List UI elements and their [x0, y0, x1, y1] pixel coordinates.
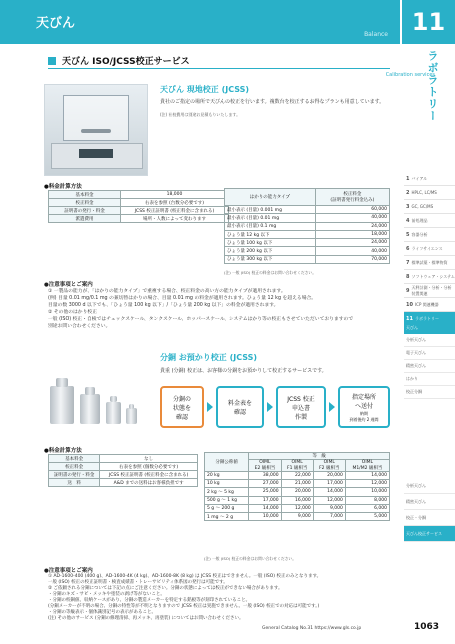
chapter-index-item — [404, 298, 455, 312]
grade-price: 14,000 — [313, 488, 345, 496]
row-value: JCSS 校正証明書 (校正料金に含まれる) — [100, 471, 198, 479]
weight-medium-knob — [85, 387, 95, 395]
grade-price: 5,000 — [345, 512, 389, 520]
grade-price: 20,000 — [313, 472, 345, 480]
price-col-fee: 校正料金 (証明書発行料金込み) — [315, 189, 389, 206]
table-row — [205, 472, 390, 480]
price-type: 最小表示 (目量) 0.01 mg — [225, 214, 316, 222]
price-table — [224, 188, 390, 264]
price-value: 40,000 — [315, 247, 389, 255]
price-type: ひょう量 100 kg 以下 — [225, 239, 316, 247]
grade-price: 16,000 — [281, 496, 313, 504]
note-line: (分銅メーカーが不明の場合、分銅の特性等が不明となりますので JCSS 校正は実施できません。一般 (ISO) 校正での対応は可能です。) — [48, 604, 320, 610]
sub-index-item: 電子天びん — [404, 347, 455, 360]
chapter-index-item — [404, 172, 455, 186]
chapter-index-number: 5 — [406, 231, 410, 238]
chapter-index-item — [404, 256, 455, 270]
grade-price: 6,000 — [345, 504, 389, 512]
grade-nominal: 2 kg ～ 5 kg — [205, 488, 249, 496]
weight-small-knob — [110, 396, 117, 402]
price-type: 最小表示 (目量) 0.1 mg — [225, 222, 316, 230]
grade-price: 9,000 — [313, 504, 345, 512]
price-type: 最小表示 (目量) 0.001 mg — [225, 206, 316, 214]
row-value: JCSS 校正証明書 (校正料金に含まれる) — [121, 207, 229, 215]
chapter-index-label: 容器分析 — [411, 231, 428, 237]
note-line: ・分銅の校銅値、収納ケースがあり、分銅の製造メーカーを特定する銘板等が刻印されていること。 — [48, 598, 251, 604]
table-row — [225, 206, 390, 214]
grade-group: 等 級 — [249, 453, 390, 460]
section-rule — [48, 68, 390, 69]
sub-index-2-item: 校正・分銅 — [404, 510, 455, 526]
onsite-subtitle: 天びん 現地校正 (JCSS) — [160, 85, 250, 94]
footer-catalog: General Catalog No.31 https://www.gls.co.jp — [262, 626, 362, 631]
flow-step-application: JCSS 校正 申込書 作製 — [276, 386, 326, 428]
basic2-table — [48, 454, 198, 487]
sub-index-2-item: 天びん校正サービス — [404, 526, 455, 542]
calibration-label: Calibration services — [385, 72, 435, 78]
onsite-text: 貴社のご指定の場所で天びんの校正を行います。複数台を校正するお得なプランも用意しています。 — [160, 99, 385, 105]
table-row — [49, 471, 198, 479]
page-number: 1063 — [414, 622, 440, 632]
page-header — [0, 0, 400, 44]
notes1-heading: ●注意事項とご案内 — [44, 282, 93, 288]
weight-small — [106, 402, 121, 424]
grade-col-head: OIML M1/M2 級相当 — [345, 460, 389, 472]
note-line: 目量の数 3000 d 以下でも、「ひょう量 100 kg 以下」/「ひょう量 200 kg 以下」の料金が適用されます。 — [48, 302, 279, 308]
note-line: ② ご依頼される分銅については下記の点にご注意ください。分銅の状態によっては校正ができない場合があります。 — [48, 586, 283, 592]
chapter-sidetab — [402, 0, 455, 644]
sub-index-head: 天びん — [404, 322, 455, 334]
grade-nominal: 500 g ～ 1 kg — [205, 496, 249, 504]
chapter-index-item — [404, 242, 455, 256]
weight-medium — [80, 394, 100, 424]
chapter-vertical-title: ラボラトリー — [426, 50, 439, 122]
table-row — [205, 480, 390, 488]
weight-subtitle: 分銅 お預かり校正 (JCSS) — [160, 353, 258, 362]
grade-note: (注) 一般 (ISO) 校正の料金はお問い合わせください。 — [204, 556, 297, 561]
sub-index-2-item: 分析天びん — [404, 478, 455, 494]
price-value: 18,000 — [315, 230, 389, 238]
table-row — [225, 247, 390, 255]
grade-price: 7,000 — [313, 512, 345, 520]
chapter-index-number: 2 — [406, 189, 410, 196]
row-value: 右表を参照 (個数分必要です) — [100, 463, 198, 471]
grade-price: 38,000 — [249, 472, 281, 480]
row-value: 右表を参照 (台数分必要です) — [121, 199, 229, 207]
table-row — [49, 199, 229, 207]
row-value: 18,000 — [121, 191, 229, 199]
chapter-index-item — [404, 200, 455, 214]
grade-price: 12,000 — [345, 480, 389, 488]
table-row — [49, 455, 198, 463]
grade-price: 22,000 — [281, 472, 313, 480]
table-row — [49, 191, 229, 199]
chapter-index-number: 1 — [406, 175, 410, 182]
row-key: 校正料金 — [49, 199, 121, 207]
note-line: ① 一製品の能力が、「はかりの能力タイプ」で重複する場合、校正料金の高い方の能力タイプが適用されます。 — [48, 289, 286, 294]
chapter-index-number: 7 — [406, 259, 410, 266]
chapter-index-label: 標準試薬・標準物質 — [411, 259, 448, 265]
grade-price: 20,000 — [281, 488, 313, 496]
table-row — [205, 488, 390, 496]
sub-index-item: はかり — [404, 373, 455, 386]
header-category: Balance — [364, 31, 388, 38]
chapter-index-number: 6 — [406, 245, 410, 252]
weight-xsmall-knob — [129, 404, 134, 409]
section-title-text: 天びん ISO/JCSS校正サービス — [62, 57, 190, 67]
grade-table — [204, 452, 390, 521]
grade-price: 14,000 — [249, 504, 281, 512]
basic1-heading: ●料金計算方法 — [44, 184, 82, 190]
price-value: 60,000 — [315, 206, 389, 214]
price-value: 40,000 — [315, 214, 389, 222]
flow-step-send — [338, 386, 390, 428]
table-row — [225, 255, 390, 263]
note-line: ① AD-1600-400 (400 g)、AD-1600-4K (4 kg)、AD-1600-8K (8 kg) は JCSS 校正はできません。一般 (ISO) 校正のみとなります。 — [48, 574, 322, 579]
balance-display — [79, 149, 113, 158]
row-key: 基本料金 — [49, 191, 121, 199]
chapter-index-item — [404, 228, 455, 242]
chapter-index — [404, 172, 455, 326]
grade-price: 12,000 — [313, 496, 345, 504]
price-type: ひょう量 12 kg 以下 — [225, 230, 316, 238]
basic1-table — [48, 190, 229, 223]
grade-price: 17,000 — [249, 496, 281, 504]
flow-arrow-icon — [267, 402, 273, 412]
sub-index-item: 分析天びん — [404, 334, 455, 347]
price-type: ひょう量 300 kg 以下 — [225, 255, 316, 263]
table-row — [205, 512, 390, 520]
grade-price: 10,000 — [345, 488, 389, 496]
grade-price: 10,000 — [249, 512, 281, 520]
sub-index-item: 校正分銅 — [404, 386, 455, 399]
chapter-index-number: 4 — [406, 217, 410, 224]
table-row — [225, 239, 390, 247]
row-key: 派遣費用 — [49, 215, 121, 223]
price-value: 24,000 — [315, 239, 389, 247]
weight-xsmall — [126, 408, 137, 424]
header-title: 天びん — [36, 16, 76, 31]
flow-step-check: 分銅の 状態を 確認 — [160, 386, 204, 428]
row-value: 場所・人数によって変わります — [121, 215, 229, 223]
grade-col-head: OIML F2 級相当 — [313, 460, 345, 472]
chapter-index-label: 前処理品 — [411, 217, 428, 223]
chapter-index-label: GC, GC/MS — [411, 204, 434, 209]
chapter-index-item — [404, 270, 455, 284]
draft-shield — [63, 95, 129, 141]
flow-step-send-label: 指定場所 へ送付 — [351, 393, 376, 410]
chapter-index-label: ラボラトリー — [414, 315, 439, 321]
weight-large — [50, 386, 74, 424]
grade-price: 21,000 — [281, 480, 313, 488]
note-line: 一般 (ISO) 校正の校正証明書・検査成績書・トレーサビリティ体系図の発行は可能です。 — [48, 580, 228, 586]
chapter-index-item — [404, 284, 455, 298]
flow-step-price: 料金表を 確認 — [216, 386, 264, 428]
grade-price: 8,000 — [345, 496, 389, 504]
row-key: 証明書の発行・料金 — [49, 207, 121, 215]
chapter-index-number: 10 — [406, 301, 413, 308]
grade-col-head: OIML F1 級相当 — [281, 460, 313, 472]
chapter-index-item — [404, 186, 455, 200]
grade-price: 12,000 — [281, 504, 313, 512]
price-note: (注) 一般 (ISO) 校正の料金はお問い合わせください。 — [224, 270, 317, 275]
chapter-index-label: ICP 関連機器 — [414, 301, 439, 307]
chapter-index-label: ソフトウェア・システム — [411, 273, 455, 279]
chapter-index-label: HPLC, LC/MS — [411, 190, 437, 195]
grade-nominal: 20 kg — [205, 472, 249, 480]
sub-index — [404, 322, 455, 399]
chapter-index-label: ライフサイエンス — [411, 245, 443, 251]
row-key: 基本料金 — [49, 455, 100, 463]
note-line: ・分銅の等級表示・個体識別記号の表示があること。 — [48, 610, 156, 616]
grade-col-head: OIML E2 級相当 — [249, 460, 281, 472]
flow-arrow-icon — [329, 402, 335, 412]
table-row — [225, 222, 390, 230]
chapter-index-item — [404, 214, 455, 228]
grade-col-nominal: 分銅公称値 — [205, 453, 249, 472]
note-line: ・分銅のキズ・サビ・メッキや塗装の剥げ等がないこと。 — [48, 592, 165, 598]
note-line: 別途お問い合わせください。 — [48, 323, 111, 329]
section-title — [48, 54, 190, 67]
chapter-index-number: 8 — [406, 273, 410, 280]
grade-nominal: 5 g ～ 200 g — [205, 504, 249, 512]
price-value: 70,000 — [315, 255, 389, 263]
chapter-index-number: 9 — [406, 287, 410, 294]
weight-text: 貴重 (分銅) 校正は、お客様の分銅をお預かりして校正するサービスです。 — [160, 368, 327, 374]
onsite-note: (注) 社校費用は別途お見積もりいたします。 — [160, 112, 241, 117]
table-row — [49, 479, 198, 487]
chapter-index-label: 天秤計測・分析・分析装置関連 — [411, 284, 452, 296]
table-row — [225, 214, 390, 222]
table-row — [49, 215, 229, 223]
notes2-body — [48, 574, 392, 623]
chapter-number: 11 — [402, 0, 455, 44]
row-key: 証明書の発行・料金 — [49, 471, 100, 479]
price-col-type: はかりの能力タイプ — [225, 189, 316, 206]
sub-index-2 — [404, 478, 455, 542]
price-value: 24,000 — [315, 222, 389, 230]
table-row — [225, 230, 390, 238]
chapter-index-number: 11 — [406, 315, 413, 322]
grade-price: 17,000 — [313, 480, 345, 488]
flow-note: 納期 到着後約 2 週間 — [349, 410, 379, 422]
table-row — [205, 504, 390, 512]
table-row — [49, 207, 229, 215]
sub-index-item: 精密天びん — [404, 360, 455, 373]
grade-nominal: 1 mg ～ 2 g — [205, 512, 249, 520]
notes1-body — [48, 289, 392, 331]
grade-price: 9,000 — [281, 512, 313, 520]
chapter-index-label: バイアル — [411, 175, 428, 181]
note-line: ② その他のはかり校正 — [48, 309, 97, 315]
chapter-index-number: 3 — [406, 203, 410, 210]
section-square-icon — [48, 57, 56, 65]
row-value: A&D までの送料はお客様負担です — [100, 479, 198, 487]
grade-nominal: 10 kg — [205, 480, 249, 488]
note-line: (注) その他のサービス (分銅の修理清掃、再メッキ、再塗装) についてはお問い合わせください。 — [48, 616, 244, 622]
page-footer — [0, 620, 455, 644]
row-key: 送 料 — [49, 479, 100, 487]
weights-photo — [44, 354, 152, 430]
grade-price: 25,000 — [249, 488, 281, 496]
price-type: ひょう量 200 kg 以下 — [225, 247, 316, 255]
note-line: 一般 (ISO) 校正・自検ではチェックスケール、タンクスケール、ホッパースケール、システムはかり等の校正もさせていただいておりますので — [48, 316, 354, 322]
table-row — [205, 496, 390, 504]
note-line: (例) 目量 0.01 mg/0.1 mg の兼切替はかりの場合、目量 0.01 mg の料金が適用されます。ひょう量 12 kg を超える場合。 — [48, 295, 317, 301]
flow-arrow-icon — [207, 402, 213, 412]
row-value: なし — [100, 455, 198, 463]
basic2-heading: ●料金計算方法 — [44, 448, 82, 454]
table-row — [49, 463, 198, 471]
sub-index-2-item: 精密天びん — [404, 494, 455, 510]
notes2-heading: ●注意事項とご案内 — [44, 568, 93, 574]
grade-price: 14,000 — [345, 472, 389, 480]
row-key: 校正料金 — [49, 463, 100, 471]
balance-photo — [44, 84, 148, 176]
grade-price: 27,000 — [249, 480, 281, 488]
weight-large-knob — [56, 378, 68, 387]
weighing-pan — [81, 129, 111, 133]
